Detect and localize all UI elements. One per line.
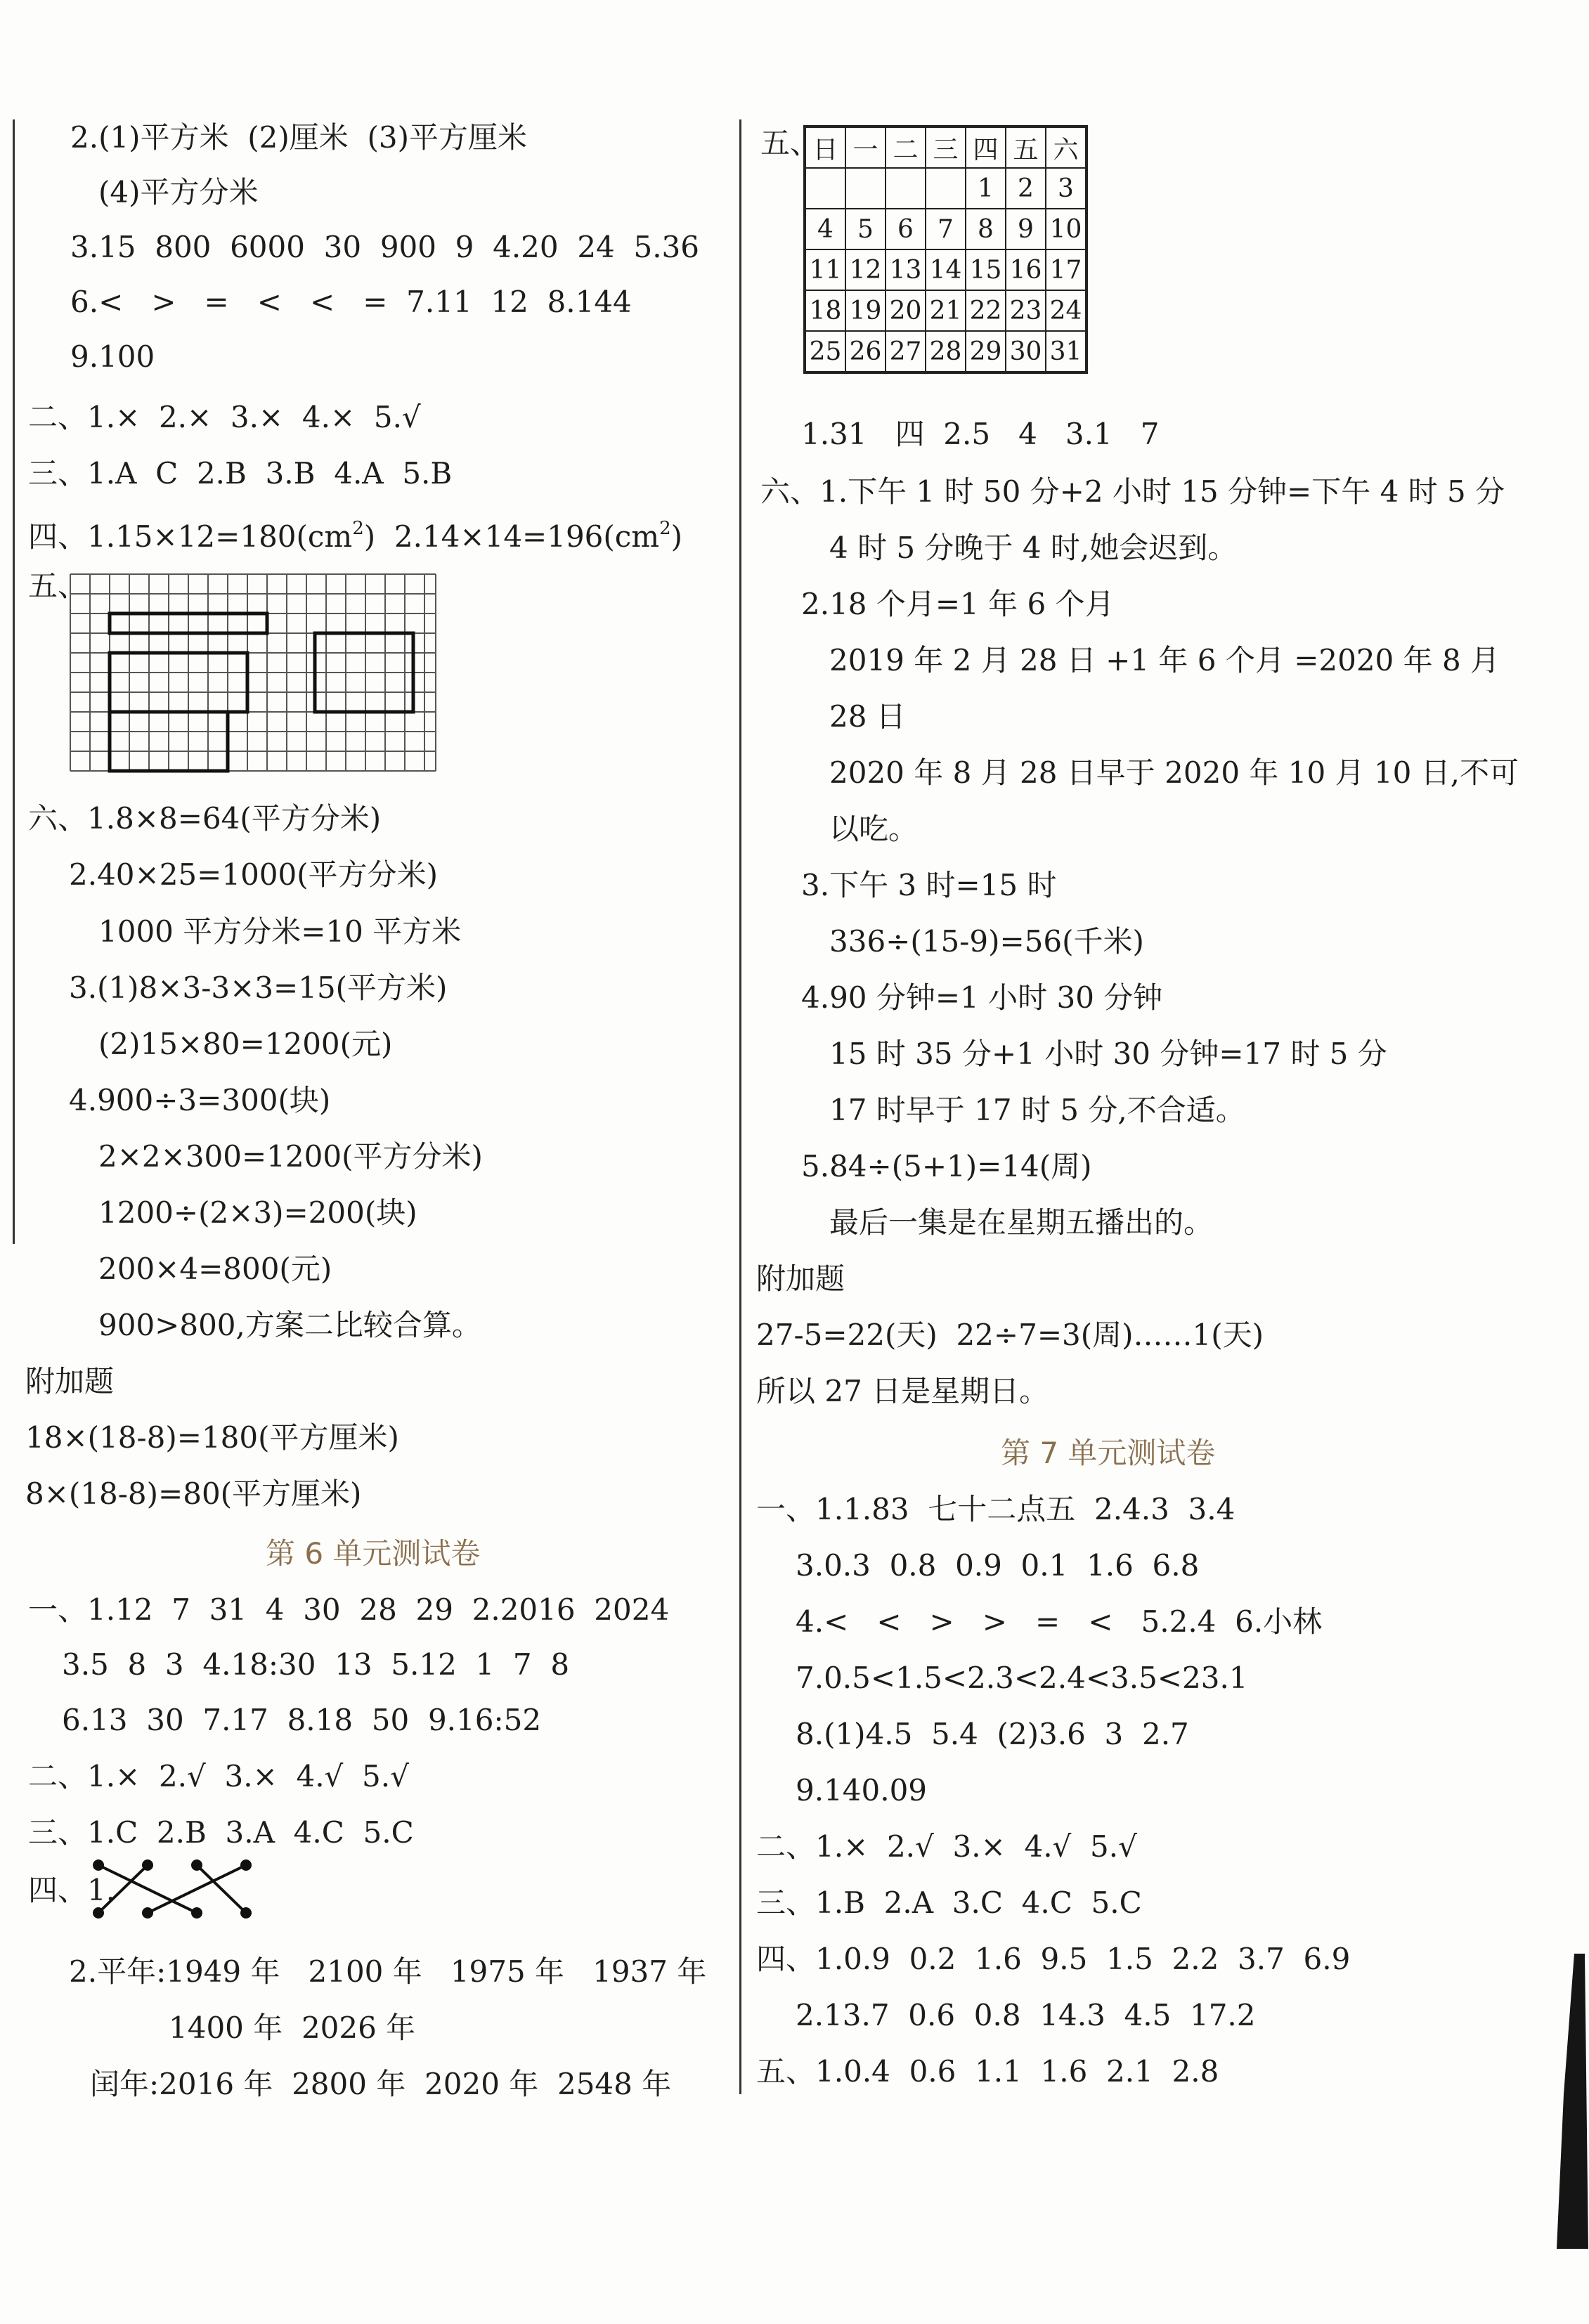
- answer-line: 18×(18-8)=180(平方厘米): [25, 1420, 399, 1455]
- calendar-week-row: [805, 331, 1087, 372]
- answer-line: 4.900÷3=300(块): [69, 1083, 331, 1117]
- answer-line: 3.0.3 0.8 0.9 0.1 1.6 6.8: [796, 1548, 1200, 1583]
- answer-line: 200×4=800(元): [98, 1252, 332, 1286]
- day-cell: 3: [1046, 168, 1087, 209]
- unit-6-test-title: 第 6 单元测试卷: [266, 1536, 481, 1571]
- answer-line: 900>800,方案二比较合算。: [98, 1308, 481, 1342]
- answer-line: 27-5=22(天) 22÷7=3(周)……1(天): [756, 1318, 1264, 1352]
- answer-line: 2×2×300=1200(平方分米): [98, 1139, 483, 1174]
- area-formula-2: ) 2.14×14=196(cm: [363, 519, 660, 554]
- answer-line: 2.平年:1949 年 2100 年 1975 年 1937 年: [69, 1954, 707, 1989]
- day-cell: 31: [1046, 331, 1087, 372]
- answer-line: 以吃。: [829, 812, 919, 846]
- day-cell: 14: [926, 249, 966, 290]
- weekday-cell: 一: [845, 126, 886, 168]
- answer-line: 8.(1)4.5 5.4 (2)3.6 3 2.7: [796, 1717, 1189, 1751]
- day-cell: 13: [886, 249, 926, 290]
- answer-line: 17 时早于 17 时 5 分,不合适。: [829, 1093, 1245, 1127]
- day-cell: [805, 168, 845, 209]
- section-4-answers: 四、1.0.9 0.2 1.6 9.5 1.5 2.2 3.7 6.9: [756, 1942, 1351, 1976]
- bonus-heading: 附加题: [25, 1364, 115, 1398]
- answer-line: 6.< > = < < = 7.11 12 8.144: [70, 285, 632, 319]
- section-5-answers: 五、1.0.4 0.6 1.1 1.6 2.1 2.8: [756, 2054, 1219, 2089]
- calendar-week-row: [805, 249, 1087, 290]
- day-cell: 9: [1006, 209, 1046, 249]
- answer-line: 9.100: [70, 339, 155, 374]
- day-cell: 26: [845, 331, 886, 372]
- area-formula-1: 四、1.15×12=180(cm: [28, 519, 353, 554]
- section-6-answers: 六、1.下午 1 时 50 分+2 小时 15 分钟=下午 4 时 5 分: [760, 474, 1505, 509]
- answer-line: (4)平方分米: [98, 175, 259, 209]
- scan-shadow-edge: [1536, 1954, 1589, 2249]
- day-cell: 11: [805, 249, 845, 290]
- day-cell: 23: [1006, 290, 1046, 331]
- answer-line: 1.31 四 2.5 4 3.1 7: [801, 417, 1160, 451]
- day-cell: 8: [966, 209, 1006, 249]
- calendar-header-row: [805, 126, 1087, 168]
- day-cell: 19: [845, 290, 886, 331]
- day-cell: 15: [966, 249, 1006, 290]
- day-cell: [886, 168, 926, 209]
- day-cell: 2: [1006, 168, 1046, 209]
- section-2-answers: 二、1.× 2.√ 3.× 4.√ 5.√: [756, 1829, 1137, 1864]
- day-cell: 25: [805, 331, 845, 372]
- answer-line: 3.(1)8×3-3×3=15(平方米): [69, 971, 448, 1005]
- day-cell: 18: [805, 290, 845, 331]
- unit-7-test-title: 第 7 单元测试卷: [1001, 1436, 1216, 1470]
- section-3-answers: 三、1.C 2.B 3.A 4.C 5.C: [28, 1815, 414, 1850]
- answer-line: 2.40×25=1000(平方分米): [69, 857, 439, 892]
- section-5-label: 五、: [28, 569, 88, 603]
- section-3-answers: 三、1.B 2.A 3.C 4.C 5.C: [756, 1885, 1142, 1920]
- answer-line: 3.15 800 6000 30 900 9 4.20 24 5.36: [70, 230, 699, 264]
- section-2-answers: 二、1.× 2.√ 3.× 4.√ 5.√: [28, 1759, 409, 1793]
- answer-line: 3.下午 3 时=15 时: [801, 868, 1057, 902]
- day-cell: 1: [966, 168, 1006, 209]
- day-cell: 10: [1046, 209, 1087, 249]
- calendar-week-row: [805, 168, 1087, 209]
- day-cell: 5: [845, 209, 886, 249]
- day-cell: 6: [886, 209, 926, 249]
- answer-line: (2)15×80=1200(元): [98, 1027, 393, 1061]
- answer-line: 所以 27 日是星期日。: [756, 1374, 1049, 1408]
- superscript: 2: [659, 518, 671, 539]
- calendar-week-row: [805, 290, 1087, 331]
- weekday-cell: 二: [886, 126, 926, 168]
- answer-line: 7.0.5<1.5<2.3<2.4<3.5<23.1: [796, 1661, 1248, 1695]
- answer-line: 5.84÷(5+1)=14(周): [801, 1149, 1092, 1183]
- day-cell: 12: [845, 249, 886, 290]
- answer-line: 15 时 35 分+1 小时 30 分钟=17 时 5 分: [829, 1037, 1387, 1071]
- day-cell: 27: [886, 331, 926, 372]
- section-4-answers: [28, 509, 682, 557]
- answer-line: 2.18 个月=1 年 6 个月: [801, 587, 1115, 621]
- answer-line: 2.(1)平方米 (2)厘米 (3)平方厘米: [70, 120, 527, 155]
- answer-line: 闰年:2016 年 2800 年 2020 年 2548 年: [90, 2067, 672, 2101]
- weekday-cell: 五: [1006, 126, 1046, 168]
- answer-line: 1200÷(2×3)=200(块): [98, 1195, 417, 1230]
- grid-rectangles-figure: [69, 573, 438, 773]
- answer-line: 4.< < > > = < 5.2.4 6.小林: [796, 1604, 1323, 1639]
- day-cell: 30: [1006, 331, 1046, 372]
- column-divider-rule: [739, 119, 741, 2094]
- weekday-cell: 四: [966, 126, 1006, 168]
- weekday-cell: 三: [926, 126, 966, 168]
- day-cell: 20: [886, 290, 926, 331]
- section-3-answers: 三、1.A C 2.B 3.B 4.A 5.B: [28, 456, 453, 491]
- answer-line: 最后一集是在星期五播出的。: [829, 1205, 1214, 1240]
- answer-line: 1400 年 2026 年: [169, 2011, 416, 2045]
- day-cell: 7: [926, 209, 966, 249]
- calendar-week-row: [805, 209, 1087, 249]
- section-6-answers: 六、1.8×8=64(平方分米): [28, 801, 382, 836]
- day-cell: 4: [805, 209, 845, 249]
- day-cell: 16: [1006, 249, 1046, 290]
- answer-line: 336÷(15-9)=56(千米): [829, 924, 1144, 959]
- section-1-answers: 一、1.12 7 31 4 30 28 29 2.2016 2024: [28, 1592, 670, 1627]
- day-cell: 29: [966, 331, 1006, 372]
- weekday-cell: 六: [1046, 126, 1087, 168]
- calendar-table: [803, 125, 1088, 374]
- answer-line: 28 日: [829, 699, 906, 734]
- answer-line: 4.90 分钟=1 小时 30 分钟: [801, 980, 1163, 1015]
- answer-line: 8×(18-8)=80(平方厘米): [25, 1476, 362, 1511]
- day-cell: 21: [926, 290, 966, 331]
- answer-line: 6.13 30 7.17 8.18 50 9.16:52: [62, 1703, 542, 1737]
- day-cell: [845, 168, 886, 209]
- section-1-answers: 一、1.1.83 七十二点五 2.4.3 3.4: [756, 1492, 1235, 1526]
- day-cell: [926, 168, 966, 209]
- answer-line: 9.140.09: [796, 1773, 928, 1807]
- day-cell: 28: [926, 331, 966, 372]
- answer-line: 1000 平方分米=10 平方米: [98, 914, 462, 949]
- answer-line: 3.5 8 3 4.18:30 13 5.12 1 7 8: [62, 1647, 570, 1682]
- day-cell: 22: [966, 290, 1006, 331]
- answer-line: 2019 年 2 月 28 日 +1 年 6 个月 =2020 年 8 月: [829, 643, 1500, 677]
- section-2-answers: 二、1.× 2.× 3.× 4.× 5.√: [28, 400, 421, 434]
- closing-paren: ): [670, 519, 683, 554]
- answer-line: 2.13.7 0.6 0.8 14.3 4.5 17.2: [796, 1998, 1256, 2032]
- answer-line: 2020 年 8 月 28 日早于 2020 年 10 月 10 日,不可: [829, 755, 1519, 790]
- day-cell: 17: [1046, 249, 1087, 290]
- left-margin-rule: [13, 119, 15, 1244]
- superscript: 2: [352, 518, 364, 539]
- section-5-label: 五、: [760, 126, 820, 160]
- day-cell: 24: [1046, 290, 1087, 331]
- section-4-label: 四、1.: [28, 1873, 116, 1907]
- bonus-heading: 附加题: [756, 1261, 845, 1296]
- weekday-cell: 日: [805, 126, 845, 168]
- answer-line: 4 时 5 分晚于 4 时,她会迟到。: [829, 531, 1238, 565]
- matching-lines-diagram: [84, 1851, 288, 1928]
